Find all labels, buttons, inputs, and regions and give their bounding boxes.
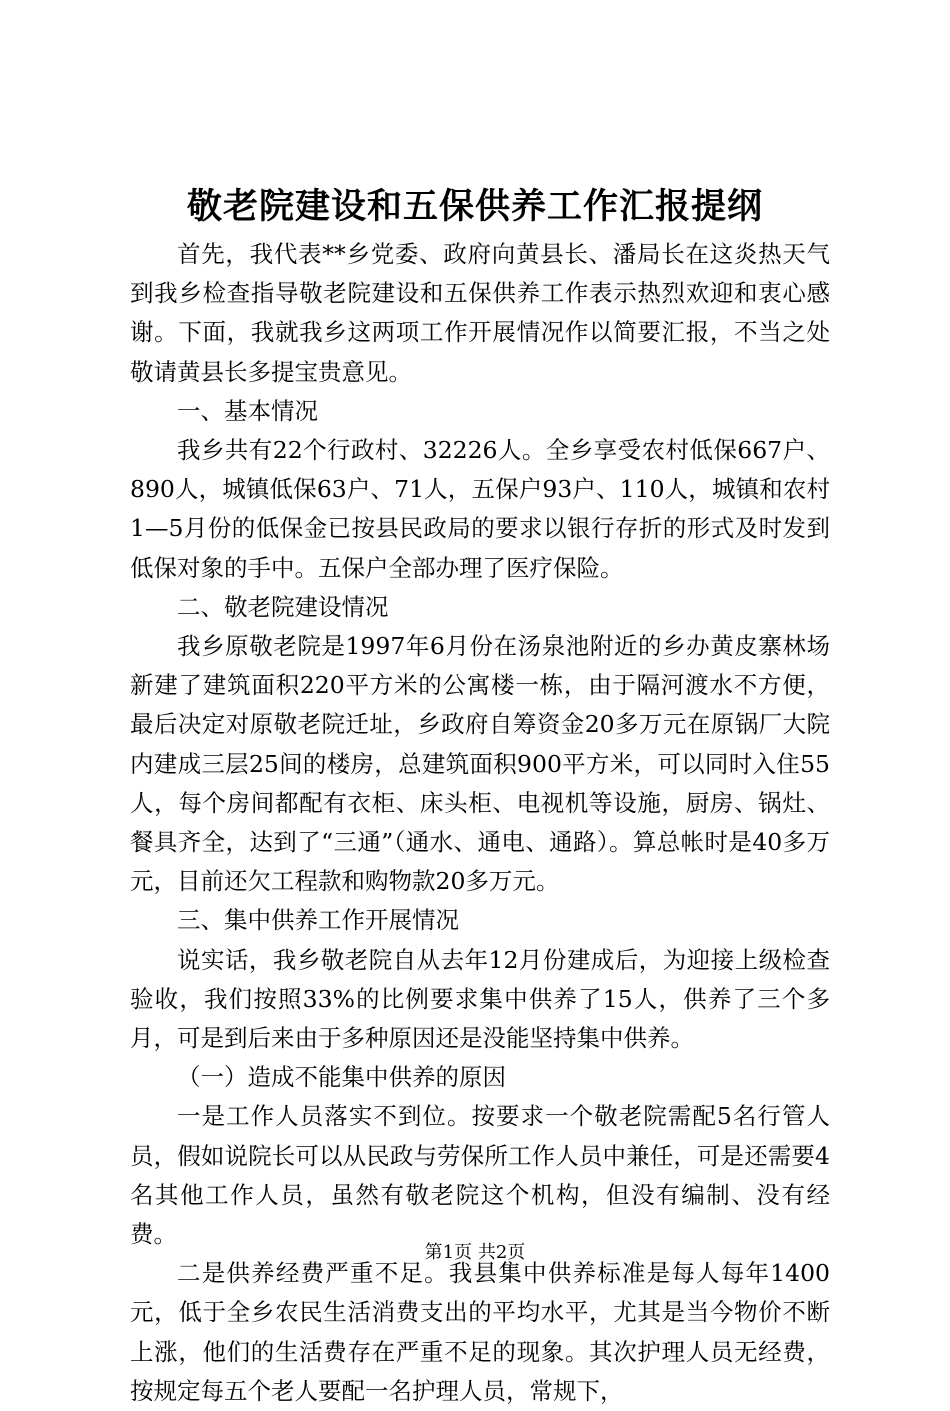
page-title: 敬老院建设和五保供养工作汇报提纲	[186, 186, 763, 227]
page-footer: 第1页 共2页	[424, 1242, 526, 1263]
paragraph-basic: 我乡共有22个行政村、32226人。全乡享受农村低保667户、890人，城镇低保63户、71人，五保户93户、110人，城镇和农村1—5月份的低保金已按县民政局的要求以银行存折的形式及时发到低保对象的手中。五保户全部办理了医疗保险。	[130, 436, 830, 582]
paragraph-reason-1: 一是工作人员落实不到位。按要求一个敬老院需配5名行管人员，假如说院长可以从民政与劳保所工作人员中兼任，可是还需要4名其他工作人员，虽然有敬老院这个机构，但没有编制、没有经费。	[130, 1102, 830, 1249]
paragraph-reason-2: 二是供养经费严重不足。我县集中供养标准是每人每年1400元，低于全乡农民生活消费支出的平均水平，尤其是当今物价不断上涨，他们的生活费存在严重不足的现象。其次护理人员无经费，按规定每五个老人要配一名护理人员，常规下，	[130, 1259, 830, 1405]
subsection-heading-reasons: （一）造成不能集中供养的原因	[177, 1063, 506, 1092]
section-heading-construction: 二、敬老院建设情况	[177, 592, 389, 621]
section-heading-basic: 一、基本情况	[177, 396, 318, 425]
section-heading-centralized: 三、集中供养工作开展情况	[177, 906, 459, 935]
paragraph-centralized: 说实话，我乡敬老院自从去年12月份建成后，为迎接上级检查验收，我们按照33%的比例要求集中供养了15人，供养了三个多月，可是到后来由于多种原因还是没能坚持集中供养。	[130, 945, 830, 1053]
paragraph-construction: 我乡原敬老院是1997年6月份在汤泉池附近的乡办黄皮寨林场新建了建筑面积220平方米的公寓楼一栋，由于隔河渡水不方便，最后决定对原敬老院迁址，乡政府自筹资金20多万元在原锅厂大院内建成三层25间的楼房，总建筑面积900平方米，可以同时入住55人，每个房间都配有衣柜、床头柜、电视机等设施，厨房、锅灶、餐具齐全，达到了“三通”（通水、通电、通路）。算总帐时是40多万元，目前还欠工程款和购物款20多万元。	[130, 632, 830, 896]
document-body	[130, 235, 830, 1411]
paragraph-intro: 首先，我代表**乡党委、政府向黄县长、潘局长在这炎热天气到我乡检查指导敬老院建设和五保供养工作表示热烈欢迎和衷心感谢。下面，我就我乡这两项工作开展情况作以简要汇报，不当之处敬请黄县长多提宝贵意见。	[130, 240, 830, 386]
